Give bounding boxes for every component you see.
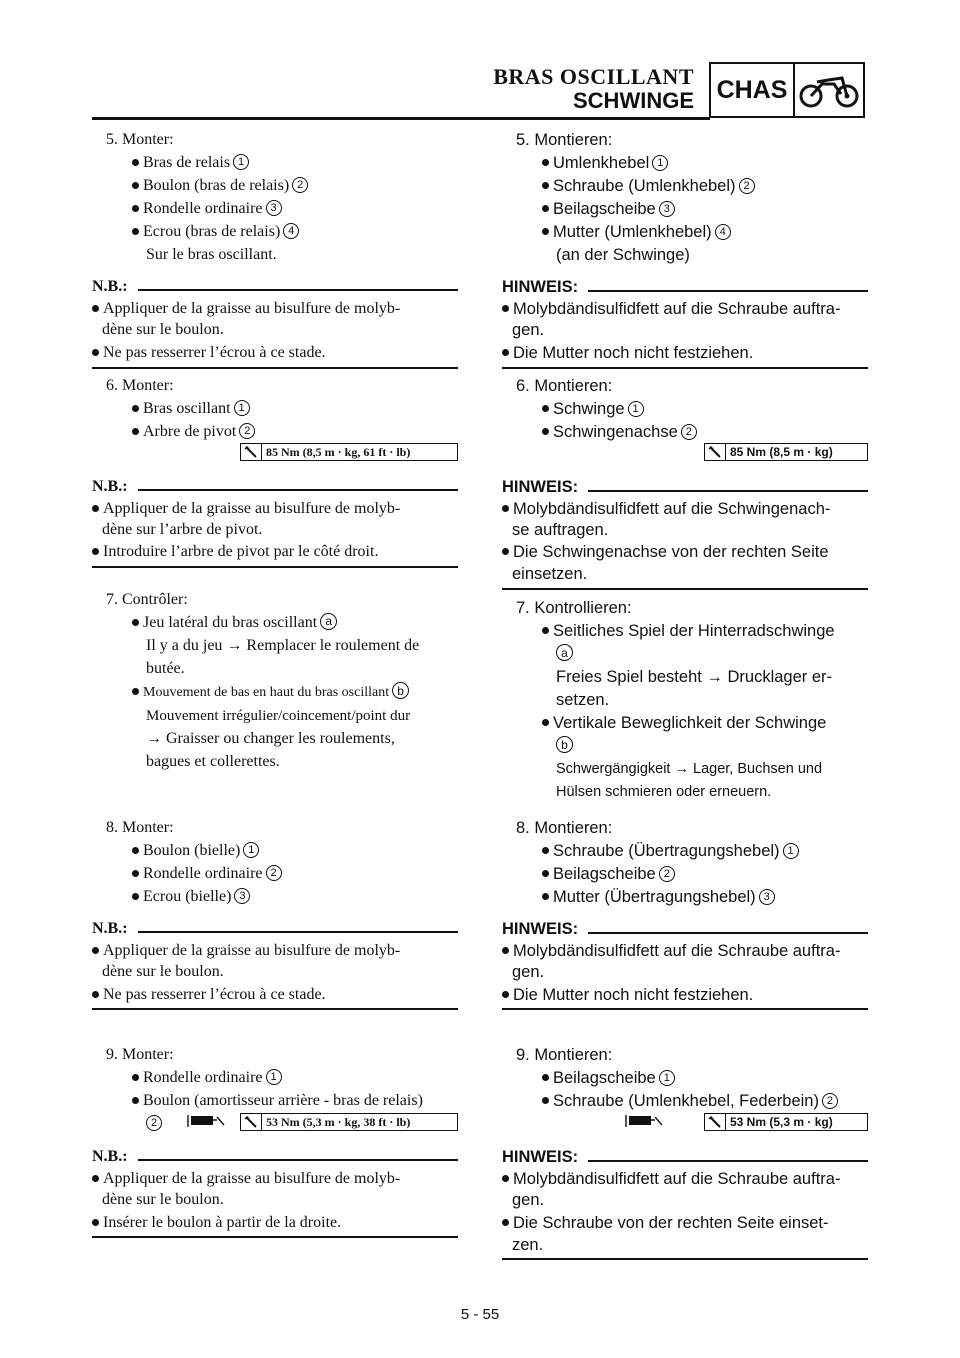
bullet-icon — [132, 688, 139, 695]
part-number-badge: 1 — [234, 400, 250, 416]
note-item: Appliquer de la graisse au bisulfure de molyb- — [92, 941, 400, 961]
note-end-rule — [502, 588, 868, 590]
part-number-badge: 2 — [266, 865, 282, 881]
note-item-cont: dène sur le boulon. — [102, 963, 224, 980]
step-title: 8. Monter: — [106, 819, 174, 836]
step-title: 5. Monter: — [106, 131, 174, 148]
step-continuation: bagues et collerettes. — [146, 753, 280, 770]
bullet-icon — [542, 719, 549, 726]
part-number-badge: 3 — [759, 889, 775, 905]
item-letter-line — [502, 736, 573, 756]
note-item: Molybdändisulfidfett auf die Schraube auftra- — [502, 941, 840, 961]
list-item: Ecrou (bras de relais) 4 — [92, 222, 299, 242]
note-item: Appliquer de la graisse au bisulfure de molyb- — [92, 499, 400, 519]
note-end-rule — [502, 1258, 868, 1260]
list-item: Schwinge 1 — [502, 399, 644, 419]
note-header: HINWEIS: — [502, 278, 868, 297]
step-title: 7. Kontrollieren: — [516, 599, 632, 617]
note-item-cont: dène sur le boulon. — [102, 1191, 224, 1208]
bullet-icon — [92, 1219, 99, 1226]
part-number-badge: 2 — [146, 1115, 162, 1131]
section-badge — [709, 62, 865, 118]
note-item-cont: dène sur l’arbre de pivot. — [102, 521, 263, 538]
list-item: Jeu latéral du bras oscillant a — [92, 613, 337, 633]
step-continuation: → Graisser ou changer les roulements, — [146, 730, 395, 747]
step-continuation: setzen. — [556, 691, 610, 709]
item-letter-badge: a — [556, 644, 573, 661]
bullet-icon — [132, 428, 139, 435]
motorcycle-icon — [795, 64, 863, 116]
note-header: N.B.: — [92, 920, 458, 938]
part-number-badge: 1 — [243, 842, 259, 858]
note-item-cont: gen. — [512, 321, 545, 339]
part-number-badge: 2 — [659, 866, 675, 882]
note-end-rule — [92, 1236, 458, 1238]
torque-wrench-icon — [705, 444, 726, 460]
bullet-icon — [542, 228, 549, 235]
bullet-icon — [92, 991, 99, 998]
note-item-cont: zen. — [512, 1236, 544, 1254]
note-item: Appliquer de la graisse au bisulfure de molyb- — [92, 299, 400, 319]
note-header: N.B.: — [92, 478, 458, 496]
bullet-icon — [502, 548, 509, 555]
note-item: Die Mutter noch nicht festziehen. — [502, 985, 753, 1005]
torque-spec: 53 Nm (5,3 m · kg) — [704, 1113, 868, 1131]
part-number-badge: 1 — [783, 843, 799, 859]
bullet-icon — [132, 1074, 139, 1081]
bullet-icon — [542, 627, 549, 634]
bullet-icon — [132, 405, 139, 412]
list-item: Beilagscheibe 1 — [502, 1068, 675, 1088]
part-number-badge: 1 — [659, 1070, 675, 1086]
bullet-icon — [92, 1175, 99, 1182]
list-item: Mutter (Übertragungshebel) 3 — [502, 887, 775, 907]
part-number-badge: 1 — [233, 154, 249, 170]
bullet-icon — [502, 1219, 509, 1226]
list-item: Beilagscheibe 3 — [502, 199, 675, 219]
note-end-rule — [92, 566, 458, 568]
note-item: Die Mutter noch nicht festziehen. — [502, 343, 753, 363]
bullet-icon — [502, 947, 509, 954]
step-title: 9. Monter: — [106, 1046, 174, 1063]
note-end-rule — [502, 1008, 868, 1010]
bullet-icon — [542, 893, 549, 900]
list-item: Rondelle ordinaire 2 — [92, 864, 282, 884]
note-header: N.B.: — [92, 278, 458, 296]
step-continuation: Freies Spiel besteht → Drucklager er- — [556, 668, 833, 686]
item-letter-badge: a — [320, 613, 337, 630]
part-number-badge: 2 — [239, 423, 255, 439]
bullet-icon — [132, 228, 139, 235]
note-item: Insérer le boulon à partir de la droite. — [92, 1213, 341, 1233]
note-header: HINWEIS: — [502, 920, 868, 939]
bullet-icon — [542, 159, 549, 166]
note-item-cont: gen. — [512, 963, 545, 981]
list-item: Schraube (Übertragungshebel) 1 — [502, 841, 799, 861]
bullet-icon — [132, 870, 139, 877]
note-item-cont: dène sur le boulon. — [102, 321, 224, 338]
bullet-icon — [502, 505, 509, 512]
bullet-icon — [542, 1097, 549, 1104]
step-continuation: Schwergängigkeit → Lager, Buchsen und — [556, 761, 823, 777]
note-header: N.B.: — [92, 1148, 458, 1166]
step-continuation: Mouvement irrégulier/coincement/point dur — [146, 708, 411, 724]
note-item: Die Schwingenachse von der rechten Seite — [502, 542, 829, 562]
note-header: HINWEIS: — [502, 478, 868, 497]
torque-wrench-icon — [705, 1114, 726, 1130]
bullet-icon — [92, 305, 99, 312]
section-title-fr: BRAS OSCILLANT — [493, 64, 694, 89]
list-item: Seitliches Spiel der Hinterradschwinge — [502, 621, 835, 641]
note-item-cont: einsetzen. — [512, 565, 588, 583]
step-continuation: Sur le bras oscillant. — [146, 246, 277, 263]
step-title: 5. Montieren: — [516, 131, 613, 149]
part-number-line — [92, 1114, 162, 1134]
bullet-icon — [92, 548, 99, 555]
list-item: Vertikale Beweglichkeit der Schwinge — [502, 713, 826, 733]
molybdenum-grease-icon — [624, 1113, 670, 1129]
step-title: 9. Montieren: — [516, 1046, 613, 1064]
part-number-badge: 2 — [681, 424, 697, 440]
list-item: Bras oscillant 1 — [92, 399, 250, 419]
note-item: Ne pas resserrer l’écrou à ce stade. — [92, 985, 326, 1005]
step-continuation: Il y a du jeu → Remplacer le roulement de — [146, 637, 420, 654]
list-item: Ecrou (bielle) 3 — [92, 887, 250, 907]
torque-spec: 85 Nm (8,5 m · kg, 61 ft · lb) — [240, 443, 458, 461]
section-code: CHAS — [711, 64, 795, 116]
bullet-icon — [542, 428, 549, 435]
bullet-icon — [132, 205, 139, 212]
list-item: Mutter (Umlenkhebel) 4 — [502, 222, 731, 242]
note-end-rule — [92, 1008, 458, 1010]
part-number-badge: 3 — [266, 200, 282, 216]
part-number-badge: 1 — [266, 1069, 282, 1085]
step-continuation: Hülsen schmieren oder erneuern. — [556, 784, 772, 800]
torque-spec: 85 Nm (8,5 m · kg) — [704, 443, 868, 461]
bullet-icon — [92, 349, 99, 356]
step-title: 6. Montieren: — [516, 377, 613, 395]
note-end-rule — [92, 367, 458, 369]
torque-wrench-icon — [241, 1114, 262, 1130]
bullet-icon — [92, 505, 99, 512]
list-item: Schraube (Umlenkhebel, Federbein) 2 — [502, 1091, 838, 1111]
bullet-icon — [502, 305, 509, 312]
list-item: Mouvement de bas en haut du bras oscillant b — [92, 683, 409, 703]
bullet-icon — [132, 619, 139, 626]
header-rule — [92, 117, 710, 120]
note-item: Molybdändisulfidfett auf die Schraube auftra- — [502, 299, 840, 319]
list-item: Schraube (Umlenkhebel) 2 — [502, 176, 755, 196]
list-item: Boulon (bielle) 1 — [92, 841, 259, 861]
bullet-icon — [542, 405, 549, 412]
list-item: Beilagscheibe 2 — [502, 864, 675, 884]
note-item: Molybdändisulfidfett auf die Schwingenach- — [502, 499, 830, 519]
step-title: 7. Contrôler: — [106, 591, 188, 608]
note-item: Introduire l’arbre de pivot par le côté droit. — [92, 542, 378, 562]
note-end-rule — [502, 367, 868, 369]
part-number-badge: 2 — [292, 177, 308, 193]
bullet-icon — [502, 991, 509, 998]
bullet-icon — [132, 159, 139, 166]
bullet-icon — [502, 349, 509, 356]
list-item: Bras de relais 1 — [92, 153, 249, 173]
note-item-cont: gen. — [512, 1191, 545, 1209]
list-item: Arbre de pivot 2 — [92, 422, 255, 442]
part-number-badge: 2 — [739, 178, 755, 194]
bullet-icon — [132, 847, 139, 854]
item-letter-line — [502, 644, 573, 664]
note-item: Molybdändisulfidfett auf die Schraube auftra- — [502, 1169, 840, 1189]
part-number-badge: 1 — [652, 155, 668, 171]
part-number-badge: 2 — [822, 1093, 838, 1109]
part-number-badge: 3 — [659, 201, 675, 217]
bullet-icon — [132, 1097, 139, 1104]
bullet-icon — [542, 847, 549, 854]
list-item: Schwingenachse 2 — [502, 422, 697, 442]
note-header: HINWEIS: — [502, 1148, 868, 1167]
part-number-badge: 3 — [234, 888, 250, 904]
bullet-icon — [132, 182, 139, 189]
note-item: Appliquer de la graisse au bisulfure de molyb- — [92, 1169, 400, 1189]
list-item: Boulon (amortisseur arrière - bras de relais) — [92, 1091, 423, 1111]
item-letter-badge: b — [556, 736, 573, 753]
bullet-icon — [542, 870, 549, 877]
note-item: Die Schraube von der rechten Seite einset- — [502, 1213, 829, 1233]
bullet-icon — [502, 1175, 509, 1182]
list-item: Umlenkhebel 1 — [502, 153, 668, 173]
molybdenum-grease-icon — [186, 1113, 232, 1129]
section-title-de: SCHWINGE — [573, 88, 694, 113]
list-item: Boulon (bras de relais) 2 — [92, 176, 308, 196]
list-item: Rondelle ordinaire 3 — [92, 199, 282, 219]
bullet-icon — [542, 1074, 549, 1081]
step-continuation: (an der Schwinge) — [556, 246, 690, 264]
page-number: 5 - 55 — [460, 1306, 500, 1323]
part-number-badge: 4 — [715, 224, 731, 240]
bullet-icon — [542, 205, 549, 212]
bullet-icon — [132, 893, 139, 900]
step-continuation: butée. — [146, 660, 185, 677]
torque-spec: 53 Nm (5,3 m · kg, 38 ft · lb) — [240, 1113, 458, 1131]
torque-wrench-icon — [241, 444, 262, 460]
list-item: Rondelle ordinaire 1 — [92, 1068, 282, 1088]
part-number-badge: 1 — [628, 401, 644, 417]
part-number-badge: 4 — [283, 223, 299, 239]
step-title: 6. Monter: — [106, 377, 174, 394]
note-item: Ne pas resserrer l’écrou à ce stade. — [92, 343, 326, 363]
note-item-cont: se auftragen. — [512, 521, 609, 539]
bullet-icon — [542, 182, 549, 189]
bullet-icon — [92, 947, 99, 954]
step-title: 8. Montieren: — [516, 819, 613, 837]
item-letter-badge: b — [392, 682, 409, 699]
